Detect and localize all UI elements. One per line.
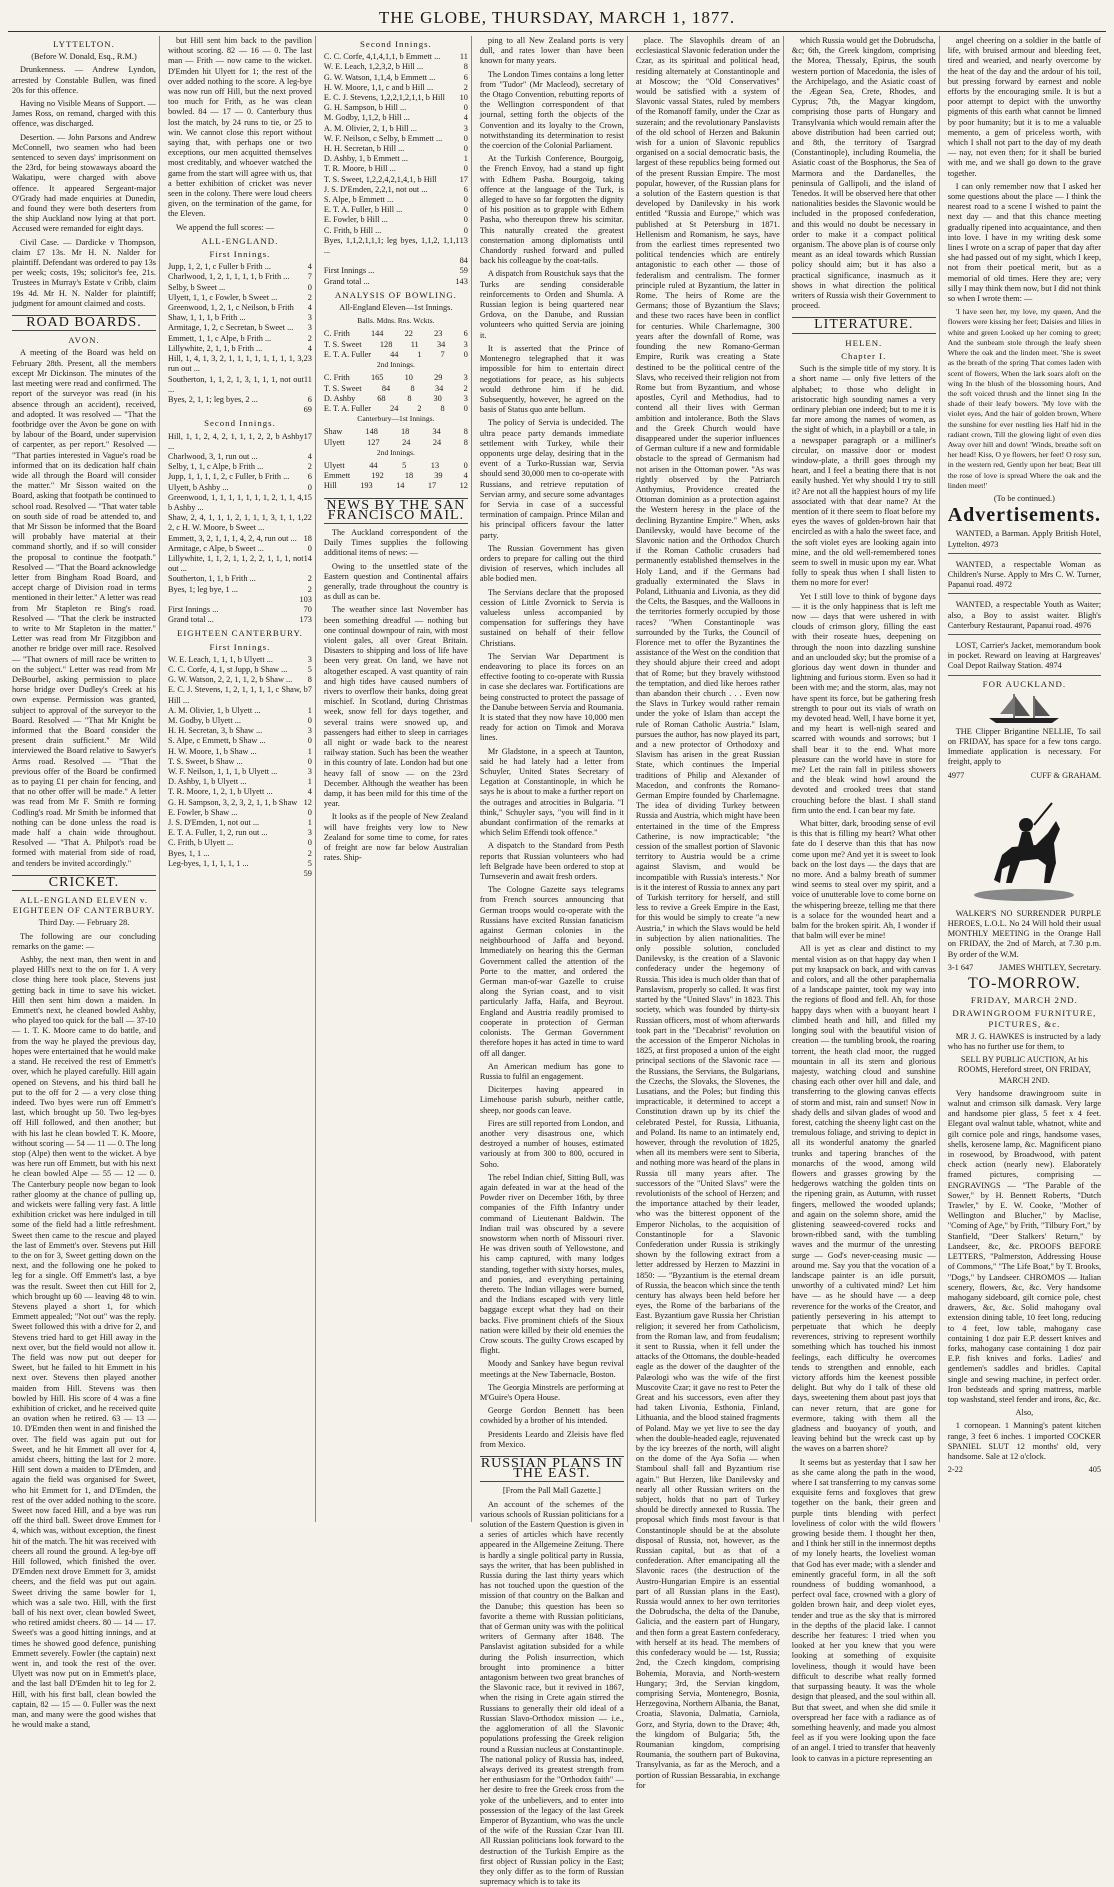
helen-heading: HELEN. bbox=[845, 337, 883, 348]
analysis-row: Shaw 148 18 34 8 bbox=[323, 427, 468, 437]
masthead-rule bbox=[8, 31, 1106, 32]
paragraph: It seems but as yesterday that I saw her as she came along the path in the wood, where I sat transferring to my canvas some exquisite ferns and foxgloves that grew together on the bank, their green and purple tints blending with perfect loveliness of color with the wild flowers growing beside them. I thought her then, and I think her still in the innermost depths of my lonely hearts, the loveliest woman that God has ever made; with a slender and eminently graceful form, in all the soft roundness of budding womanhood, a perfect oval face, crowned with a glory of golden brown hair, and deep violet eyes, tender and true as the sky that is mirrored in the depths of the placid lake. I cannot describe her features: I tried when you looked at her you knew that you were looking at something of exquisite loveliness, though it would have been difficult to describe what really formed that surpassing beauty. It was the whole design that pleased, and the soul within all. But that sweet, and when she did smile it overspread her face with a radiance as of something heavenly, and made you almost feel as if you were looking upon the face of an angel. I tried to transfer that heavenly look to canvas in a picture representing an bbox=[791, 1457, 936, 1763]
analysis-columns: Balls. Mdns. Rns. Wckts. bbox=[357, 316, 435, 326]
second-innings-heading: Second Innings. bbox=[204, 418, 276, 429]
column-2 bbox=[168, 36, 316, 1522]
grand-total: Grand total ... 143 bbox=[323, 276, 468, 286]
ad-nellie: THE Clipper Brigantine NELLIE, To sail on FRIDAY, has space for a few tons cargo. Immediate application is necessary. For freight, apply to bbox=[947, 726, 1102, 767]
score-row: Selby, b Sweet ... 0 bbox=[167, 282, 312, 292]
score-row: W. E. Leach, 1,2,3,2, b Hill ... 8 bbox=[323, 62, 468, 72]
score-row: D. Ashby, 1, b Emmett ... 1 bbox=[323, 154, 468, 164]
score-row: E. T. A. Fuller, 1, 2, run out ... 3 bbox=[167, 828, 312, 838]
score-row: W. F. Neilson, 1, 1, 1, b Ulyett ... 3 bbox=[167, 767, 312, 777]
score-row: G. H. Sampson, b Hill ... 0 bbox=[323, 103, 468, 113]
grand-total: Grand total ... 173 bbox=[167, 615, 312, 625]
analysis-subheading: All-England Eleven—1st Innings. bbox=[339, 303, 453, 313]
score-row: E. Fowler, b Shaw ... 0 bbox=[167, 807, 312, 817]
ad-nellie-sign: 4977 CUFF & GRAHAM. bbox=[947, 770, 1102, 780]
all-england-heading: ALL-ENGLAND. bbox=[201, 235, 279, 246]
ship-illustration-icon bbox=[984, 692, 1064, 724]
score-row: C. Frith, b Ulyett ... 0 bbox=[167, 838, 312, 848]
paragraph: Drunkenness. — Andrew Lyndon, arrested by Constable Bullen, was fined 20s for this offence. bbox=[12, 65, 156, 95]
analysis-heading: ANALYSIS OF BOWLING. bbox=[334, 289, 457, 300]
paragraph: Having no Visible Means of Support. — James Ross, on remand, charged with this offence, was discharged. bbox=[12, 99, 156, 129]
king-william-horse-icon bbox=[964, 785, 1084, 905]
score-row: G. W. Watson, 1,1,4, b Emmett ... 6 bbox=[323, 72, 468, 82]
score-total: 69 bbox=[303, 405, 312, 415]
column-7 bbox=[948, 36, 1104, 1522]
column-6 bbox=[791, 36, 940, 1763]
score-row: Greenwood, 1, 1, 1, 1, 1, 1, 1, 2, 1, 1, 4, b Ashby ... 15 bbox=[167, 492, 312, 512]
score-row: E. C. J. Stevens, 1,2,2,1,2,1,1, b Hill 10 bbox=[323, 93, 468, 103]
analysis-row: C. Frith 144 22 23 6 bbox=[323, 329, 468, 339]
paragraph: Moody and Sankey have begun revival meetings at the New Tabernacle, Boston. bbox=[479, 1359, 624, 1379]
score-row: Ulyett, 1, 1, c Fowler, b Sweet ... 2 bbox=[167, 292, 312, 302]
analysis-table bbox=[324, 427, 468, 447]
russian-plans-heading: RUSSIAN PLANS IN THE EAST. bbox=[480, 1456, 623, 1482]
paragraph: I can only remember now that I asked her some questions about the place — I think the nearest road to a scene I wished to paint the next day — and that this chance meeting gradually ripened into acquaintance, and then into love. I have in my writing desk some lines I wrote on a scrap of paper that day after she had passed out of my sight, which I keep, not from their poetical merit, but as a memorial of old times. Here they are; very silly I may think them now, but I did not think so when I wrote them: — bbox=[947, 181, 1102, 304]
chapter-heading: Chapter I. bbox=[841, 350, 887, 361]
score-row: A. M. Olivier, 1, b Ulyett ... 1 bbox=[167, 705, 312, 715]
score-row: Charlwood, 1, 2, 1, 1, 1, 1, b Frith ... 7 bbox=[167, 272, 312, 282]
score-total: 103 bbox=[299, 594, 312, 604]
paragraph: At the Turkish Conference, Bourgoig, the French Envoy, had a stand up fight with Edhem Pasha. Bourgoig, taking offence at the language of the Turk, is alleged to have so far forgotten the dignity of his position as to grapple with Edhem Pasha, who thereupon threw his scimitar. This naturally created the greatest consternation among diplomatists until Chandordy rushed forward and pulled back his colleague by the coat-tails. bbox=[479, 154, 624, 266]
paragraph: The Auckland correspondent of the Daily Times supplies the following additional items of news: — bbox=[323, 527, 468, 558]
score-row: Armitage, c Alpe, b Sweet ... 0 bbox=[167, 543, 312, 553]
tomorrow-heading: TO-MORROW. bbox=[968, 975, 1081, 993]
ad-purple-heroes: WALKER'S NO SURRENDER PURPLE HEROES, L.O.L. No 24 Will hold their usual MONTHLY MEETING in the Orange Hall on FRIDAY, the 2nd of March, at 7.30 p.m. By order of the W.M. bbox=[947, 908, 1102, 959]
paragraph: place. The Slavophils dream of an ecclesiastical Slavonic federation under the Czar, as its spiritual and political head, residing alternately at Constantinople and at Moscow; the "Old Conservatives" would be satisfied with a system of Slavonic vassal States, ruled by members of the Romanoff family, under the Czar as suzerain; and the revolutionary Panslavists of the old school of Herzen and Bakunin wish for a union of Slavonic republics organised on a social democratic basis, the largest of these republics being formed out of the present Russian Empire. The most popular, however, of the Russian plans for a solution of the Eastern question is that developed by Danilevsky in his work entitled "Russia and Europe," which was published at St Petersburg in 1871. Hellenism and Romanism, he says, have from the earliest times represented two political tendencies which are entirely antagonistic to each other — those of federalism and centralism. The former principle ruled at Byzantium, the latter in Rome. The heirs of Rome are the Germans; those of Byzantium the Slavs; and these two races have been in conflict for centuries. While Charlemagne, 300 years after the downfall of Rome, was founding the new Romano-German Empire, Rurik was creating a State destined to be the political centre of the Slavs, who received their religion not from Rome but from Byzantium, and whose apostles, Cyril and Methodius, had to contend all their lives with German ambition and intolerance. Both the Slavs and the Greek Church would have disappeared under the superior influences of German culture if a new and formidable obstacle to the spread of Germanism had not arisen in the Ottoman power. "As was rightly observed by the Patriarch Anthymius, Providence created the Ottoman dominion as a protection against the Western heresy in the place of the declining Byzantine Empire." When, asks Danilevsky, would have become of the Slavonic nation and the Orthodox Church if the Roman Catholic crusaders had permanently established themselves in the Holy Land, and if the Germans had gradually exterminated the Slavs in Poland, Lithuania and Livonia, as they did the Celts, the Basques, and the Walloons in the territories formerly occupied by those races? "When Constantinople was surrounded by the Turks, the Council of Florence met to offer the Byzantines the assistance of the West on the condition that they should abjure their creed and adopt that of Rome; but they bravely withstood the temptation, and died like heroes rather than abandon their church . . . Even now the Slavs in Turkey would rather remain under the yoke of Islam than accept the rule of Roman Catholic Austria." Islam, pursues the author, has now played its part, and a new protector of Orthodoxy and Slavism has arisen in the great Russian State, which continues the Imperial traditions of Philip and Alexander of Macedon, and confronts the Romano-German Empire founded by Charlemagne. The idea of dividing Turkey between Russia and Austria, which might have been entertained in the time of the Empress Catherine, is now impracticable; "the cession of the smallest portion of Slavonic territory to Austria would be a crime against Slavism, and would be incompatible with Russia's interests." Nor is it the interest of Russia to annex any part of Turkish territory for herself, and still less to revive a Greek Empire in the East, for this would be simply to create "a new Austria," in which the Slavs would be held in subjection by alien nationalities. The only possible solution, concluded Danilevsky, is the creation of a Slavonic confederacy under the hegemony of Russia. This idea is much older than that of Panslavism, properly so called. It was first started by the "United Slavs" in 1823. This society, which was founded by thirty-six Russian officers, most of whom afterwards took part in the "Decabrist" revolution on the accession of the Emperor Nicholas in 1825, at first proposed a union of the eight principal sections of the Slavonic race — the Russians, the Servians, the Bulgarians, the Czechs, the Slovaks, the Slovenes, the Lusatians, and the Poles; but finding this impracticable, it determined to accept a Constitution drawn up by its chief the celebrated Pestel, for Russia, Lithuania, and Poland. Its name to an intimately end, however, through the revolution of 1825, when all its members were sent to Siberia, and nothing more was heard of the plans in Russia till many years after. The successors of the "United Slavs" were the revolutionists of the school of Herzen; and the importance attached by their leader, who was the bitterest opponent of the Emperor Nicholas, to the acquisition of Constantinople for a Slavonic Confederation under Russia is strikingly shown by the following extract from a letter addressed by Herzen to Mazzini in 1850: — "Byzantium is the eternal dream of Russia, the beacon which since the tenth century has always been held before her eyes, the Rome of the barbarians of the East. Byzantium gave Russia her Christian religion; it severed her from Catholicism, from the Roman law, and from feudalism; it sent to Russia, when it fell under the attacks of the Ottomans, the double-headed eagle as the dower of the daughter of the Palæologi who was the wife of the first Muscovite Czar; it gave no rest to Peter the Great and his successors, even after they had taken Livonia, Esthonia, Finland, Lithuania, and the blood stained fragments of Poland. May we yet live to see the day when the double-headed eagle, rejuvenated by the icy breezes of the north, will alight on the dome of the Aya Sofia — when Stamboul shall fall and Byzantium rise again." But Herzen, like Danilevsky and nearly all other Russian writers on the subject, holds that no part of Turkey should be directly annexed to Russia. The proposal which finds most favour is that Constantinople should be at the absolute disposal of Russia, not, however, as the Russian capital, but as that of a confederation. After emancipating all the Slavonic races (the destruction of the Austro-Hungarian Empire is an essential part of all Russian plans in the East), Russia would annex to her own territories the Dobrudscha, the delta of the Danube, Galicia, and the eastern part of Hungary, and then form a great Eastern confederacy, with herself at its head. The members of this confederacy would be — 1st, Russia; 2nd, the Czech kingdom, comprising Bohemia, Moravia, and North-western Hungary; 3rd, the Servian kingdom, comprising Servia, Montenegro, Bosnia, Herzegovina, Northern Albania, the Banat, Croatia, Slavonia, Dalmatia, Carniola, Gorz, and Styria, down to the Drave; 4th, the kingdom of Bulgaria; 5th, the Roumanian kingdom, comprising Roumania, the southern part of Bukovina, Transylvania, as far as the Meroch, and a portion of Russian Bessarabia, in exchange for bbox=[635, 36, 780, 1790]
paragraph: We append the full scores: — bbox=[175, 222, 275, 232]
paragraph: Such is the simple title of my story. It is a short name — only five letters of the alphabet; to those who delight in aristocratic high sounding names a very ordinary plebian one indeed; but to me it is far more among the names of women, as the sight of which, in a playbill or a tale, in a newspaper paragraph or a milliner's circular, on massive door or modest window-plate, a thrill goes through my heart, and I feel a beating there that is not easily hushed. Yet why should I try to still it? Are not all the happiest hours of my life associated with that dear name? At the mention of it there seem to float before my eyes the waves of golden-brown hair that encircled as with a halo the sweet face, and the soft violet eyes are looking again into mine, and the old well-remembered tones seem to swell in music upon my ear. What folly to speak thus when I shall listen to them no more for ever! bbox=[791, 364, 936, 588]
score-row: W. F. Neilson, c Selby, b Emmett ... 0 bbox=[323, 133, 468, 143]
ad-barman: WANTED, a Barman. Apply British Hotel, Lyttelton. 4973 bbox=[948, 526, 1101, 553]
second-innings-heading: Second Innings. bbox=[360, 39, 432, 49]
score-row: W. E. Leach, 1, 1, 1, b Ulyett ... 3 bbox=[167, 654, 312, 664]
score-row: Leg-byes, 1, 1, 1, 1, 1 ... 5 bbox=[167, 858, 312, 868]
column-4 bbox=[479, 36, 628, 1887]
first-innings-heading: First Innings. bbox=[209, 249, 271, 260]
sale-notice: SELL BY PUBLIC AUCTION, At his ROOMS, Hereford street, ON FRIDAY, MARCH 2ND. bbox=[957, 1055, 1091, 1085]
analysis-table bbox=[324, 373, 468, 414]
paragraph: It is asserted that the Prince of Montenegro telegraphed that it was impossible for him to entertain direct negotiations for peace, as his subjects would dethrone him if he did. Subsequently, however, he agreed on the basis of Status quo ante bellum. bbox=[479, 343, 624, 415]
score-row: G. H. Sampson, 3, 2, 3, 2, 1, 1, b Shaw 12 bbox=[167, 797, 312, 807]
analysis-row: E. T. A. Fuller 24 2 8 0 bbox=[323, 403, 468, 413]
paragraph: The London Times contains a long letter from "Tudor" (Mr Macleod), secretary of the Otago Convention, rebutting reports of the Wellington correspondent of that journal, setting forth the objects of the Convention and its loyalty to the Crown, notwithstanding its determination to resist the coercion of the Colonial Parliament. bbox=[479, 69, 624, 151]
paragraph: Fires are still reported from London, and another very disastrous one, which destroyed a number of houses, estimated variously at from 300 to 800, occured in Soho. bbox=[479, 1118, 624, 1169]
paragraph: A dispatch from Roustchuk says that the Turks are sending considerable reinforcements to Orden and Shumla. A Russian legion is being quartered near Grdova, on the Danube, and Russian volunteers who quitted Servia are joining it. bbox=[479, 269, 624, 340]
also-heading: Also, bbox=[1015, 1408, 1034, 1418]
drawingroom-heading: DRAWINGROOM FURNITURE, PICTURES, &c. bbox=[952, 1008, 1097, 1029]
third-day: Third Day. — February 28. bbox=[38, 918, 130, 928]
score-total: 59 bbox=[303, 869, 312, 879]
score-row: Byes, 1,1,2,1,1,1; leg byes, 1,1,2, 1,1,1 ... 13 bbox=[323, 235, 468, 256]
score-row: C. C. Corfe, 4,1,4,1,1, b Emmett ... 11 bbox=[323, 52, 468, 62]
score-row: Byes, 1; leg bye, 1 ... 2 bbox=[167, 584, 312, 594]
score-row: M. Godby, b Ulyett ... 0 bbox=[167, 716, 312, 725]
paragraph: The Russian Government has given orders to prepare for calling out the third division of reserves, which includes all able bodied men. bbox=[479, 543, 624, 584]
score-row: H. W. Moore, 1,1, c and b Hill ... 2 bbox=[323, 82, 468, 92]
score-row: Charlwood, 3, 1, run out ... 4 bbox=[167, 451, 312, 461]
score-row: E. C. J. Stevens, 1, 2, 1, 1, 1, 1, c Shaw, b Hill ... 7 bbox=[167, 685, 312, 705]
paragraph: angel cheering on a soldier in the battle of life, with bruised armour and bleeding feet, tired and wearied, and nearly overcome by the heat of the day and the ardour of his toil, but pressing forward by earnest and noble efforts by the encouraging smile. It is but a poor attempt to depict with the unworthy pigments of this earth what cannot be limned by poor humanity; but it is to me a valuable memento, a gem of priceless worth, with which I shall not part to the day of my death — nay, not even then; for it shall be buried with me, and we shall go down to the grave together. bbox=[947, 36, 1102, 178]
ad-lost-jacket: LOST, Carrier's Jacket, memorandum book in pocket. Reward on leaving at Hargreaves' Coal Depot Railway Station. 4974 bbox=[948, 638, 1101, 676]
analysis-row: Hill 193 14 17 12 bbox=[323, 481, 468, 491]
paragraph: Mr Gladstone, in a speech at Taunton, said he had lately had a letter from Schuyler, United States Secretary of Legation at Constantinople, in which he says he is about to make a further report on the outrages and atrocities in Bulgaria. "I think," Schuyler says, "you will find in it abundant confirmation of the remarks at which Selim Effendi took offence." bbox=[479, 746, 624, 838]
paragraph: Diciterpes having appeared in Limehouse parish suburb, neither cattle, sheep, nor goods can leave. bbox=[479, 1085, 624, 1115]
analysis-row: T. S. Sweet 128 11 34 3 bbox=[323, 339, 468, 349]
road-boards-heading: ROAD BOARDS. bbox=[12, 315, 156, 331]
analysis-subheading: 2nd Innings. bbox=[376, 360, 415, 370]
analysis-subheading: Canterbury—1st Innings. bbox=[357, 414, 435, 424]
paragraph: The following are our concluding remarks on the game: — bbox=[12, 931, 156, 951]
score-row: G. W. Watson, 2, 2, 1, 1, 2, b Shaw ... 8 bbox=[167, 675, 312, 685]
score-list bbox=[168, 262, 312, 405]
score-row: T. R. Moore, 1, 2, 1, b Ulyett ... 4 bbox=[167, 787, 312, 797]
analysis-row: E. T. A. Fuller 44 1 7 0 bbox=[323, 349, 468, 359]
score-row: S. Alpe, c Emmett, b Shaw ... 0 bbox=[167, 736, 312, 746]
paragraph: The Georgia Minstrels are performing at M'Guire's Opera House. bbox=[479, 1382, 624, 1402]
paragraph: What bitter, dark, brooding sense of evil is this that is filling my heart? What other fate do I deserve than this that has now come upon me? And yet it is sweet to look back on the lost days — the days that are no more. And a balmy breath of summer wind seems to steal over my spirit, and a voice of unutterable love to come borne on the whispering breeze, telling me that there is a solace for the wounded heart and a balm for the broken spirit. Ah, I wonder if that balm will ever be mine! bbox=[791, 819, 936, 941]
masthead: THE GLOBE, THURSDAY, MARCH 1, 1877. bbox=[378, 8, 736, 27]
analysis-row: T. S. Sweet 84 8 34 2 bbox=[323, 383, 468, 393]
score-row: D. Ashby, 1, b Ulyett ... 1 bbox=[167, 777, 312, 787]
column-5 bbox=[635, 36, 784, 1790]
eighteen-heading: EIGHTEEN CANTERBURY. bbox=[176, 628, 303, 639]
score-row: J. S. D'Emden, 1, not out ... 1 bbox=[167, 818, 312, 828]
score-row: Southerton, 1, 1, b Frith ... 2 bbox=[167, 574, 312, 584]
paragraph: Yet I still love to think of bygone days — it is the only happiness that is left me now — days that were ushered in with clouds of crimson glory, filling the east with their roseate hues, deepening on through the noon into dazzling sunshine and an unclouded sky; but the promise of a glorious day went down in thunder and lightning and furious storm. Even so had it been with me; and the storm, alas, may not have spent its force, but be gathering fresh strength to pour out its vials of wrath on my devoted head. Well, I have borne it yet, and my heart is well-nigh seared and scarred with wounds and sorrows; but I shall bear it to the end. What more pleasure can the world have in store for me? Let the rain fall in pitiless showers and the bleak wind howl around the devoted and crooked trees that stand crouching before the blast. I shall stand firm unto the end. I can bear my fate. bbox=[791, 591, 936, 815]
advertisements-heading: Advertisements. bbox=[947, 504, 1102, 527]
lyttelton-subheading: (Before W. Donald, Esq., R.M.) bbox=[31, 52, 137, 62]
score-first-repeat: First Innings ... 59 bbox=[323, 266, 468, 276]
to-be-continued: (To be continued.) bbox=[993, 493, 1055, 503]
score-row: S. Alpe, b Emmett ... 0 bbox=[323, 195, 468, 205]
score-row: C. Frith, b Hill ... 0 bbox=[323, 225, 468, 235]
score-row: Jupp, 1, 2, 1, c Fuller b Frith ... 4 bbox=[167, 262, 312, 272]
analysis-row: Ulyett 127 24 24 8 bbox=[323, 437, 468, 447]
score-list bbox=[168, 432, 312, 595]
score-row: E. T. A. Fuller, b Hill ... 0 bbox=[323, 205, 468, 215]
paragraph: The Servians declare that the proposed cession of Little Zvornick to Servia is valueless unless accompanied by compensation for sufferings they have sustained on behalf of their fellow Christians. bbox=[479, 587, 624, 648]
paragraph: An account of the schemes of the various schools of Russian politicians for a solution of the Eastern Question is given in a series of articles which have recently appeared in the Allgemeine Zeitung. There is hardly a single political party in Russia, says the writer, that has been published in Russia during the last thirty years which has not touched upon the question of the mission of that country on the Balkan and the Danube; this question has been so favorite a theme with Russian politicians, that of German unity was with the political writers of Germany after 1848. The Panslavist agitation subsided for a while during the Polish insurrection, which brought into prominence a bitter antagonism between two great branches of the Slavonic race, but it revived in 1867, when the rising in Crete again stirred the Russians to generally their old ideal of a Russian Slavo-Orthodox mission — i.e., the agglomeration of all the Slavonic populations professing the Greek religion round a Russian nucleus at Constantinople. The national policy of Russia has, indeed, always derived its greatest strength from her enthusiasm for the "Orthodox faith" — her desire to free the Greek cross from the yoke of the unbelievers, and to enter into possession of the legacy of the last Greek Emperor of Byzantium, who was the uncle of the wife of the Russian Czar Ivan III. All Russian politicians look forward to the destruction of the Turkish Empire as the first object of Russian policy in the East; they only differ as to the form of Russian supremacy which is to take its bbox=[479, 1499, 624, 1887]
paragraph: Very handsome drawingroom suite in walnut and crimson silk damask. Very large and handsome pier glass, 5 feet x 4 feet. Elegant oval walnut table, whatnot, white and gilt cornice pole and rings, handsome vases, shells, kerosene lamp, &c. Magnificent piano in rosewood, by Broadwood, with patent check action (nearly new). Elaborately framed pictures, comprising — ENGRAVINGS — "The Parable of the Sower," by H. Bennett Roberts, "Dutch Trawler," by E. W. Cooke, "Mother of Wellington and Blucher," by Maclise, "Coming of Age," by Frith, "Tilbury Fort," by Stanfield, "Deer Stalkers' Return," by Landseer, &c, &c. PROOFS BEFORE LETTERS, "Palmerston, Addressing House of Commons," "The Life Boat," by T. Brooks, "Dogs," by Landseer. CHROMOS — Italian scenery, flowers, &c, &c. Very handsome mahogany sideboard, gilt cornice pole, chest drawers, &c, &c. Solid mahogany oval extension dining table, 10 feet long, reducing to 4 feet, low table, mahogany case containing 1 doz pair E.P. dessert knives and forks, mahogany case containing 1 doz pair E.P. fish knives and forks. Ladies' and gentlemen's saddles and bridles. Capital single and sewing machine, in perfect order. Iron bedsteads and spring mattress, marble top washstand, steel fender and irons, &c, &c. bbox=[947, 1088, 1102, 1404]
score-row: E. Fowler, b Hill ... 0 bbox=[323, 215, 468, 225]
paragraph: Desertion. — John Parsons and Andrew McConnell, two seamen who had been sentenced to seven days' imprisonment on the 23rd, for being stowaways aboard the Wakatipu, were charged with above offence. It appeared Sergeant-major O'Grady had made enquiries at Dunedin, and found they were both deserters from the ship Auckland now lying at that port. Accused were remanded for eight days. bbox=[12, 132, 156, 234]
analysis-table bbox=[324, 329, 468, 360]
paragraph: Civil Case. — Dardicke v Thompson, claim £7 13s. Mr H. N. Nalder for plaintiff. Defendant was ordered to pay 13s per week; costs, 19s; solicitor's fee, 21s. Trustees in Murray's Estate v Cribb, claim 19s 4d. Mr H. N. Nalder for plaintiff; judgment for amount claimed and costs. bbox=[12, 237, 156, 308]
news-heading: NEWS BY THE SAN FRANCISCO MAIL. bbox=[324, 498, 468, 524]
ad-purple-heroes-sign: 3-1 647 JAMES WHITLEY, Secretary. bbox=[947, 962, 1102, 972]
paragraph: but Hill sent him back to the pavilion without scoring. 82 — 16 — 0. The last man — Frith — now came to the wicket. D'Emden hit Ulyett for 1; the rest of the over added nothing to the score. A leg-bye was now run off Hill, but the next proved too much for Frith, as he was clean bowled. 84 — 17 — 0. Canterbury thus lost the match, by 24 runs to tie, or 25 to win. We cannot close this report without saying that, with perhaps one or two exceptions, our men acquitted themselves most creditably, and whoever watched the game from the start will agree with us, that a better exhibition of cricket was never seen in the colony. There were loud cheers given, on the termination of the game, for the Eleven. bbox=[167, 36, 312, 219]
ad-nurse: WANTED, a respectable Woman as Children's Nurse. Apply to Mrs C. W. Turner, Papanui road. 4972 bbox=[948, 557, 1101, 595]
column-3 bbox=[324, 36, 472, 1522]
score-row: A. M. Olivier, 2, 1, b Hill ... 3 bbox=[323, 123, 468, 133]
paragraph: ping to all New Zealand ports is very dull, and rates lower than have been known for many years. bbox=[479, 36, 624, 66]
paragraph: George Gordon Bennett has been cowhided by a brother of his intended. bbox=[479, 1406, 624, 1426]
paragraph: The Cologne Gazette says telegrams from French sources announcing that German troops would co-operate with the Russians have excited Russian fanaticism against German colonies in the neighbourhood of Jaffa and beyond. Immediately on hearing this the German Government called the attention of the Porte to the matter, and ordered the German man-of-war Gazelle to cruise along the Syrian coast, and to visit particularly Jaffa, Haifa, and Beyrout. England and Austria readily promised to cooperate in protection of German colonists. The German Government therefore hopes it has acted in time to ward off all danger. bbox=[479, 885, 624, 1058]
paragraph: An American medium has gone to Russia to fulfil an engagement. bbox=[479, 1061, 624, 1081]
paragraph: Ashby, the next man, then went in and played Hill's next to the on for 1. A very close thing here took place, Stevens just getting back in time to save his wicket. Hill then sent him down a maiden. In Emmett's next, he cleaned bowled Ashby, who played too quick for the ball — 37-10 — 1. T. K. Moore came to do battle, and from the way he played the previous day, hopes were entertained that he would make a stand. He received the rest of Emmett's over, which he played carefully. Hill again opened on Stevens, and his third ball he put to the off for 2 — a very close thing indeed. Two byes were run off Emmett's last, which brought up 50. Two leg-byes off Hill followed, and then another; but with his last he clean bowled T. K. Moore, without scoring — 54 — 11 — 0. The long stop (Alpe) then went to the wicket. A bye was here run off Emmett, but with his next he clean bowled Alpe — 55 — 12 — 0. The Canterbury people now began to look rather gloomy at the chance of pulling up, and wickets were falling very fast. A little exhibition cricket was here indulged in till some of the field had a little refreshment. Sweet then came to the rescue and played the last of Emmett's over. Stevens put Hill to the on for 3, Sweet getting down on the next, and the following one he poked to leg for a single. Off Emmett's last, a bye was the result. Sweet then cut Hill for 2, which brought up 60 — leaving 48 to win. Stevens played a short 1, for which Emmett appealed; "Not out" was the reply. Sweet followed this with a drive for 2, and Stevens tried hard to get Hill away in the next over, but the field would not allow it. The field was now put out deeper for Sweet, but he failed to hit Emmett in his next over. Stevens then played another maiden from Hill. Stevens was then bowled by Hill. His score of 4 was a fine exhibition of cricket, and he received quite an ovation when he retired. 63 — 13 — 10. D'Emden then went in and finished the over. The field was again put out for Sweet, and he hit Emmett all over for 4, amidst cheers, hitting the last for 2 more. Hill sent down a maiden to D'Emden, and again the field was organised for Sweet, who hit Emmett for 1, and D'Emden, the rest of the over added nothing to the score. Sweet now faced Hill, and a bye was run off the third ball. Sweet drove Emmett for 4, which was, without exception, the finest hit of the match. The hit was received with cheers all round the ground. A leg-bye off Hill followed, which finished the over. D'Emden next drove Emmett for 3, amidst cheers, and the field was put out again. Sweet driving the same bowler for 1, which was a sale two. Hill, with the first ball of his next over, clean bowled Sweet, who retired amidst cheers. 80 — 14 — 17. Sweet's was a good hitting innings, and at times he showed good defence, punishing Emmett severely. Fowler (the captain) next went in, and took the rest of the over. Ulyett was now put on in Emmett's place, and the last ball D'Emden hit to leg for 2. Hill, with his first ball, clean bowled the captain, 82 — 15 — 0. Fuller was the next man, and many were the good wishes that he would make a stand, bbox=[12, 955, 156, 1730]
paragraph: The Servian War Department is endeavoring to place its forces on an effective footing to co-operate with Russia in case she declares war. Fortifications are being constructed to protect the passage of the Danube between Servia and Roumania. It is stated that they now have 10,000 men ready for action on Timok and Morava lines. bbox=[479, 651, 624, 743]
russian-source: [From the Pall Mall Gazette.] bbox=[502, 1486, 601, 1496]
for-auckland-heading: FOR AUCKLAND. bbox=[982, 678, 1067, 689]
score-row: Emmett, 3, 2, 1, 1, 1, 4, 2, 4, run out ... 18 bbox=[167, 533, 312, 543]
column-1 bbox=[12, 36, 160, 1730]
score-row: Hill, 1, 4, 1, 3, 2, 1, 1, 1, 1, 1, 1, 1, 1, 3, run out ... 23 bbox=[167, 354, 312, 374]
avon-heading: AVON. bbox=[68, 335, 100, 346]
paragraph: All is yet as clear and distinct to my mental vision as on that happy day when I put my knapsack on back, and with canvas and colors, and all the other paraphernalia of a landscape painter, took my way into the regions of flood and fell. Ah, for those happy days when with a buoyant heart I climbed heath and hill, and filled my longing soul with the beautiful vision of creation — the tumbling brook, the roaring torrent, the heath clad moor, the rugged mountain in all its stern and glorious majesty, watching cloud and sunshine chasing each other over hill and dale, and transferring to the glowing canvas effects of storm and mist, rain and sunset! Now in shady dells and silvan glades of wood and forest, catching the sheeny light cast on the tremulous foliage, and striving to depict in all its wonderful anatomy the gnarled trunks and tapering branches of the monarchs of the wood, among wild flowers and grasses growing by the hedgerows watching the golden tints on the ripening grain, as Autumn, with russet fingers, mellowed the wooded uplands; and again on the solemn shore, amid the glistening seaweed-covered rocks and brown-ribbed sand, with the tumbling waves and the murmur of the unresting surge — God's never-ceasing music — around me. Say you that the vocation of a landscape painter is an idle pursuit, unworthy of a cultivated mind? Let him have — as he should have — a deep reverence for the works of the Creator, and patiently persevering in his attempt to perpetuate that which he deeply reverences, striving to represent worthily something which has touched his inmost feelings, each difficulty he overcomes tends to strengthen and ennoble, each victory affords him the keenest possible delight. But why do I talk of these old days, sweetening them about past joys that can never return, that are gone for evermore, taking with them all the gladness and buoyancy of youth, and leaving behind but the wreck cast up by the waves on a barren shore? bbox=[791, 944, 936, 1454]
paragraph: Owing to the unsettled state of the Eastern question and Continental affairs generally, trade throughout the country is as dull as can be. bbox=[323, 561, 468, 602]
first-innings-heading: First Innings. bbox=[209, 641, 271, 652]
score-row: C. C. Corfe, 4, 1, st Jupp, b Shaw ... 5 bbox=[167, 664, 312, 674]
paragraph: Presidents Leardo and Zleisis have fled from Mexico. bbox=[479, 1429, 624, 1449]
poem: 'I have seen her, my love, my queen, And the flowers were kissing her feet; Daisies and lilies in white and green Looked up her coming to greet; And the sunbeam stole through the leafy sheen Where the oak and the linden meet. 'She is sweet as the breath of the spring That comes laden with scent of flowers, When the lark soars aloft on the wing In the blush of the blossoming hours, And the soft voiced thrush and the linnet sing In the shade of their leafy bowers. 'My love with the violet eyes, And the hair of golden brown, Where the sunshine for ever nestling lies Half hid in the radiant crown, Till the glowing light of even dies Away over hill and down! 'Winds, breathe soft on her head! Kiss, O ye flowers, her feet! O rosy sun, in the western red, Gently upon her beat; Beat till the rose of love is spread Where the oak and the linden meet!' bbox=[947, 307, 1102, 490]
paragraph: A meeting of the Board was held on February 28th. Present, all the members except Mr Dickinson. The minutes of the last meeting were read and confirmed. The report of the surveyor was read (in his absence through an accident), received, and adopted. It was resolved — "That the footbridge over the Avon be gone on with by labour of the Board, under supervision of carpenter, as per report." Resolved — "That parties interested in Vague's road be informed that on its dedication half chain wide all through the Board will consider the matter." Mr Sisson waited on the Board, asking that footpath be continued to school road. Resolved — "That water table on south side of road be attended to, and that Mr Sisson be informed that the Board will probably have material at their command shortly, and if so will consider the proposal to continue the footpath." Resolved — "That the Board acknowledge letter from Bingham Road Board, and accept charge of Division road in terms mentioned in their letter." A letter was read from Mr Stapleton re Bing's road. Resolved — "That the clerk be instructed to write to Mr Stapleton in the matter." Letter was read from Mr Fitzgibbon and another re bridge over mill race. Resolved — "That owners of mill race be written to on the subject." Letter was read from Mr DeBourbel, asking permission to place horse bridge over Dudley's Creek at his own expense. Permission was granted, subject to approval of the surveyor to the Board. Resolved — "That Mr Knight be informed that the Board consider the present drain sufficient." Mr Wild interviewed the Board relative to Sawyer's Arms road. Resolved — "That the previous offer of the Board be confirmed as to paying £1 per chain for fencing, and that no other offer will be made." A letter was read from Mr F. Smith re forming Codling's road. Mr Smith be informed that nothing can be done unless the road is made half a chain wide throughout. Resolved — "That A. Philpot's road be formed with material from side of road, and tenders be invited accordingly." bbox=[12, 348, 156, 868]
cricket-heading: CRICKET. bbox=[12, 875, 156, 891]
score-row: Ulyett, b Ashby ... 0 bbox=[167, 482, 312, 492]
literature-heading: LITERATURE. bbox=[792, 317, 936, 333]
score-row: Byes, 1, 1 ... 2 bbox=[167, 848, 312, 858]
score-row: Hill, 1, 1, 2, 4, 2, 1, 1, 1, 2, 2, b Ashby ... 17 bbox=[167, 431, 312, 451]
analysis-subheading: 2nd Innings. bbox=[376, 447, 415, 457]
score-row: Armitage, 1, 2, c Secretan, b Sweet ... 3 bbox=[167, 323, 312, 333]
cricket-subheading: ALL-ENGLAND ELEVEN v. EIGHTEEN OF CANTERBURY. bbox=[12, 895, 156, 916]
paragraph: The policy of Servia is undecided. The ultra peace party demands immediate settlement with Turkey, while their opponents urge delay, desiring that in the event of a Turko-Russian war, Servia should send 30,000 men to co-operate with Russians, and retrieve reputation of Servian army, and secure some advantages for Servia in case of a successful termination of campaign. Prince Milan and his principal officers favour the latter party. bbox=[479, 418, 624, 540]
score-row: T. S. Sweet, 1,2,2,4,2,1,4,1, b Hill 17 bbox=[323, 174, 468, 184]
score-row: Shaw, 1, 1, 1, b Frith ... 3 bbox=[167, 313, 312, 323]
score-row: Selby, 1, 1, c Alpe, b Frith ... 2 bbox=[167, 462, 312, 472]
paragraph: which Russia would get the Dobrudscha, &c; 6th, the Greek kingdom, comprising the Morea, Thessaly, Epirus, the south western portion of Macedonia, the isles of the Archipelago, and the Asiatic coast of the Ægean Sea, Crete, Rhodes, and Cyprus; 7th, the Magyar kingdom, comprising those parts of Hungary and Transylvania which would remain after the above distribution had been carried out; and 8th, the territory of Tsargrad (Constantinople), including Roumelia, the Asiatic coast of the Bosphorus, the Sea of Marmora and the Dardanelles, the peninsula of Gallipoli, and the island of Tenedos. It will be observed here that other nationalities besides the Slavonic would be included in the proposed confederation, and this would no doubt be necessary in order to make it a compact political organism. The above plan is of course only meant as an ideal towards which Russian policy should aim; but it has also a practical significance, inasmuch as it shows in what direction the political writers of Russia wish their Government to proceed. bbox=[791, 36, 936, 311]
score-list bbox=[168, 655, 312, 869]
analysis-row: C. Frith 165 10 29 3 bbox=[323, 373, 468, 383]
score-row: J. S. D'Emden, 2,2,1, not out ... 6 bbox=[323, 184, 468, 194]
paragraph: The rebel Indian chief, Sitting Bull, was again defeated in war at the head of the Powder river on December 16th, by three companies of the Fifth Infantry under command of Lieutenant Baldwin. The Indian trail was obscured by a severe snowstorm when north of Missouri river. He was driven south of Yellowstone, and his camp captured, with many lodges standing, together with sixty horses, mules, and ponies, and everything pertaining thereto. The Indian villages were burned, and the Indians escaped with very little baggage except what they had on their backs. Five prominent chiefs of the Sioux nation were killed by their old enemies the Crow scouts. The guilty Crows escaped by flight. bbox=[479, 1172, 624, 1356]
analysis-table bbox=[324, 461, 468, 492]
analysis-row: D. Ashby 68 8 30 3 bbox=[323, 393, 468, 403]
score-row: Emmett, 1, 1, c Alpe, b Frith ... 2 bbox=[167, 333, 312, 343]
score-row: Southerton, 1, 1, 2, 1, 3, 1, 1, 1, not out ... 11 bbox=[167, 374, 312, 394]
analysis-row: Emmett 192 18 39 4 bbox=[323, 471, 468, 481]
ad-waiter: WANTED, a respectable Youth as Waiter; also, a Boy to assist waiter. Bligh's Canterbury Restaurant, Papanui road. 4976 bbox=[948, 597, 1101, 635]
score-total: 84 bbox=[459, 256, 468, 266]
score-row: Shaw, 2, 4, 1, 1, 1, 2, 1, 1, 1, 3, 1, 1, 1, 2, c H. W. Moore, b Sweet ... 22 bbox=[167, 513, 312, 533]
columns bbox=[12, 36, 1104, 1887]
paragraph: The weather since last November has been something dreadful — nothing but one continual downpour of rain, with most violent gales, all over Great Britain. Disasters to shipping and loss of life have been very great. On land, we have not altogether escaped. A vast quantity of rain and high tides have caused numbers of rivers to overflow their banks, doing great mischief. In Scotland, during Christmas week, snow fell for days together, and several trains were snowed up, and passengers had either to sleep in carriages all night or wade back to the nearest railway station. Such has been the weather in this country of late. London had but one heavy fall of snow — on the 23rd December. Although the weather has been damp, it has been mild for this time of the year. bbox=[323, 605, 468, 809]
score-row: T. R. Moore, b Hill ... 0 bbox=[323, 164, 468, 174]
score-row: T. S. Sweet, b Shaw ... 0 bbox=[167, 756, 312, 766]
score-row: Byes, 2, 1, 1; leg byes, 2 ... 6 bbox=[167, 394, 312, 404]
score-row: Lillywhite, 1, 1, 2, 1, 1, 2, 2, 1, 1, 1, not out ... 14 bbox=[167, 553, 312, 574]
score-row: H. H. Secretan, 3, b Shaw ... 3 bbox=[167, 726, 312, 736]
score-list bbox=[324, 52, 468, 256]
score-row: M. Godby, 1,1,2, b Hill ... 4 bbox=[323, 113, 468, 123]
score-first-repeat: First Innings ... 70 bbox=[167, 604, 312, 614]
score-row: Jupp, 1, 1, 1, 1, 2, c Fuller, b Frith ... 6 bbox=[167, 472, 312, 482]
paragraph: 1 cornopean. 1 Manning's patent kitchen range, 3 feet 6 inches. 1 imported COCKER SPANIEL SLUT 12 months' old, very handsome. Sale at 12 o'clock. bbox=[947, 1421, 1102, 1461]
score-row: Greenwood, 1, 2, 1, c Neilson, b Frith 4 bbox=[167, 303, 312, 313]
analysis-row: Ulyett 44 5 13 0 bbox=[323, 460, 468, 470]
paragraph: It looks as if the people of New Zealand will have freights very low to New Zealand for some time to come, for rates of freight are now far below Australian rates. Ship- bbox=[323, 812, 468, 863]
lyttelton-heading: LYTTELTON. bbox=[53, 39, 115, 49]
score-row: Lillywhite, 2, 1, 1, b Frith ... 4 bbox=[167, 343, 312, 353]
friday-heading: FRIDAY, MARCH 2ND. bbox=[970, 995, 1078, 1006]
score-row: H. H. Secretan, b Hill ... 0 bbox=[323, 144, 468, 154]
ad-hawkes-sign: 2-22 405 bbox=[947, 1465, 1102, 1475]
score-row: H. W. Moore, 1, b Shaw ... 1 bbox=[167, 746, 312, 756]
paragraph: A dispatch to the Standard from Pesth reports that Russian volunteers who had left Belgrade have been ordered to stop at Turnseverin and await fresh orders. bbox=[479, 841, 624, 882]
paragraph: MR J. G. HAWKES is instructed by a lady who has no further use for them, to bbox=[947, 1031, 1102, 1052]
